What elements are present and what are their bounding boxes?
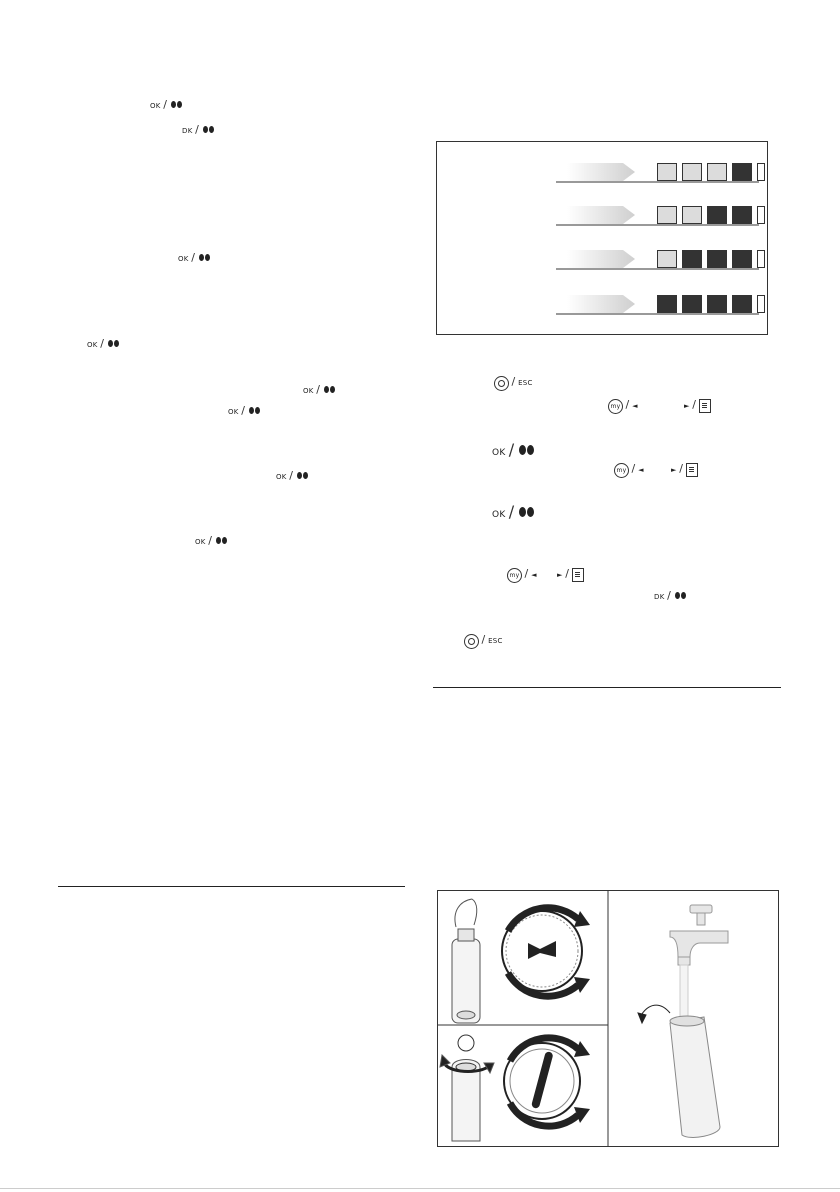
hardness-cell <box>732 206 752 224</box>
slash: / <box>511 375 516 388</box>
hardness-cell-end <box>757 295 765 313</box>
settings-esc-symbol-2 <box>464 633 503 649</box>
coffee-bean-icon <box>108 340 113 347</box>
ok-bean-symbol-7 <box>195 534 227 547</box>
dk-bean-symbol-2 <box>654 589 686 602</box>
ok-label: OK <box>178 255 189 263</box>
hardness-cell <box>707 206 727 224</box>
hardness-cell-end <box>757 250 765 268</box>
gear-icon <box>494 376 509 391</box>
coffee-bean-icon <box>527 507 534 517</box>
slash: / <box>524 567 529 580</box>
coffee-bean-icon <box>303 472 308 479</box>
esc-label: ESC <box>518 379 533 387</box>
slash: / <box>508 440 515 459</box>
left-section-divider <box>58 886 405 887</box>
rotation-dial-top <box>502 908 590 996</box>
slash: / <box>316 383 321 396</box>
my-label: my <box>616 466 627 474</box>
ok-label: OK <box>303 387 314 395</box>
slash: / <box>289 469 294 482</box>
ok-bean-symbol-3 <box>87 337 119 350</box>
water-filter-illustration <box>437 890 779 1147</box>
ok-bean-symbol-large-2 <box>492 502 534 521</box>
dk-label: DK <box>654 593 665 601</box>
hardness-cell <box>657 163 677 181</box>
ok-bean-symbol-large-1 <box>492 440 534 459</box>
right-recipe-symbol-2 <box>671 462 698 477</box>
filter-cartridge-bottom <box>440 1035 494 1141</box>
water-tap-icon <box>670 905 728 965</box>
slash: / <box>481 633 486 646</box>
slash: / <box>565 567 570 580</box>
hardness-cell-end <box>757 206 765 224</box>
slash: / <box>195 123 200 136</box>
coffee-bean-icon <box>255 407 260 414</box>
slash: / <box>163 98 168 111</box>
ok-bean-symbol-5 <box>228 404 260 417</box>
hardness-cell <box>707 295 727 313</box>
my-icon <box>608 399 623 414</box>
water-hardness-table <box>436 141 768 335</box>
arrow-left-icon: ◄ <box>632 402 638 410</box>
right-recipe-symbol-1 <box>684 398 711 413</box>
coffee-bean-icon <box>249 407 254 414</box>
coffee-bean-icon <box>216 537 221 544</box>
ok-label: OK <box>195 538 206 546</box>
ok-label: OK <box>150 102 161 110</box>
recipe-icon <box>699 399 711 413</box>
ok-label: OK <box>87 341 98 349</box>
slash: / <box>679 462 684 475</box>
my-nav-symbol-2 <box>614 462 644 478</box>
my-icon <box>614 463 629 478</box>
slash: / <box>100 337 105 350</box>
arrow-right-icon: ► <box>684 402 690 410</box>
coffee-bean-icon <box>681 592 686 599</box>
slash: / <box>631 462 636 475</box>
water-filter-figure <box>438 891 778 1146</box>
slash: / <box>191 251 196 264</box>
coffee-bean-icon <box>205 254 210 261</box>
coffee-bean-icon <box>171 101 176 108</box>
slash: / <box>508 502 515 521</box>
hardness-cell <box>732 163 752 181</box>
dk-bean-symbol-1 <box>182 123 214 136</box>
recipe-icon <box>686 463 698 477</box>
gear-icon <box>464 634 479 649</box>
hardness-cell <box>657 250 677 268</box>
dk-label: DK <box>182 127 193 135</box>
filter-cartridge-rinse <box>670 1016 720 1137</box>
slash: / <box>208 534 213 547</box>
right-recipe-symbol-3 <box>557 567 584 582</box>
ok-bean-symbol-6 <box>276 469 308 482</box>
my-label: my <box>509 571 520 579</box>
coffee-bean-icon <box>209 126 214 133</box>
ok-label: OK <box>492 510 506 520</box>
arrow-left-icon: ◄ <box>638 466 644 474</box>
coffee-bean-icon <box>330 386 335 393</box>
hardness-cell <box>682 163 702 181</box>
coffee-bean-icon <box>527 445 534 455</box>
hardness-cell <box>682 295 702 313</box>
esc-label: ESC <box>488 637 503 645</box>
coffee-bean-icon <box>519 507 526 517</box>
coffee-bean-icon <box>114 340 119 347</box>
hardness-cell <box>732 295 752 313</box>
coffee-bean-icon <box>675 592 680 599</box>
my-nav-symbol-1 <box>608 398 638 414</box>
curved-arrow-icon <box>638 1005 670 1023</box>
recipe-icon <box>572 568 584 582</box>
hardness-cell <box>682 250 702 268</box>
settings-esc-symbol-1 <box>494 375 533 391</box>
ok-bean-symbol-4 <box>303 383 335 396</box>
hardness-cell-end <box>757 163 765 181</box>
rotation-dial-bottom <box>504 1038 590 1126</box>
slash: / <box>692 398 697 411</box>
hardness-cell <box>732 250 752 268</box>
hardness-cell <box>657 295 677 313</box>
page-bottom-line <box>0 1188 840 1189</box>
coffee-bean-icon <box>203 126 208 133</box>
coffee-bean-icon <box>297 472 302 479</box>
my-label: my <box>610 402 621 410</box>
slash: / <box>667 589 672 602</box>
ok-label: OK <box>228 408 239 416</box>
slash: / <box>625 398 630 411</box>
slash: / <box>241 404 246 417</box>
filter-cartridge-top <box>452 899 480 1023</box>
hardness-cell <box>657 206 677 224</box>
my-icon <box>507 568 522 583</box>
coffee-bean-icon <box>324 386 329 393</box>
ok-bean-symbol-2 <box>178 251 210 264</box>
coffee-bean-icon <box>199 254 204 261</box>
arrow-left-icon: ◄ <box>531 571 537 579</box>
hardness-cell <box>707 250 727 268</box>
coffee-bean-icon <box>222 537 227 544</box>
hardness-cell <box>682 206 702 224</box>
coffee-bean-icon <box>177 101 182 108</box>
my-nav-symbol-3 <box>507 567 537 583</box>
arrow-right-icon: ► <box>557 571 563 579</box>
coffee-bean-icon <box>519 445 526 455</box>
ok-bean-symbol-1 <box>150 98 182 111</box>
ok-label: OK <box>276 473 287 481</box>
arrow-right-icon: ► <box>671 466 677 474</box>
right-section-divider <box>433 687 781 688</box>
hardness-cell <box>707 163 727 181</box>
ok-label: OK <box>492 448 506 458</box>
